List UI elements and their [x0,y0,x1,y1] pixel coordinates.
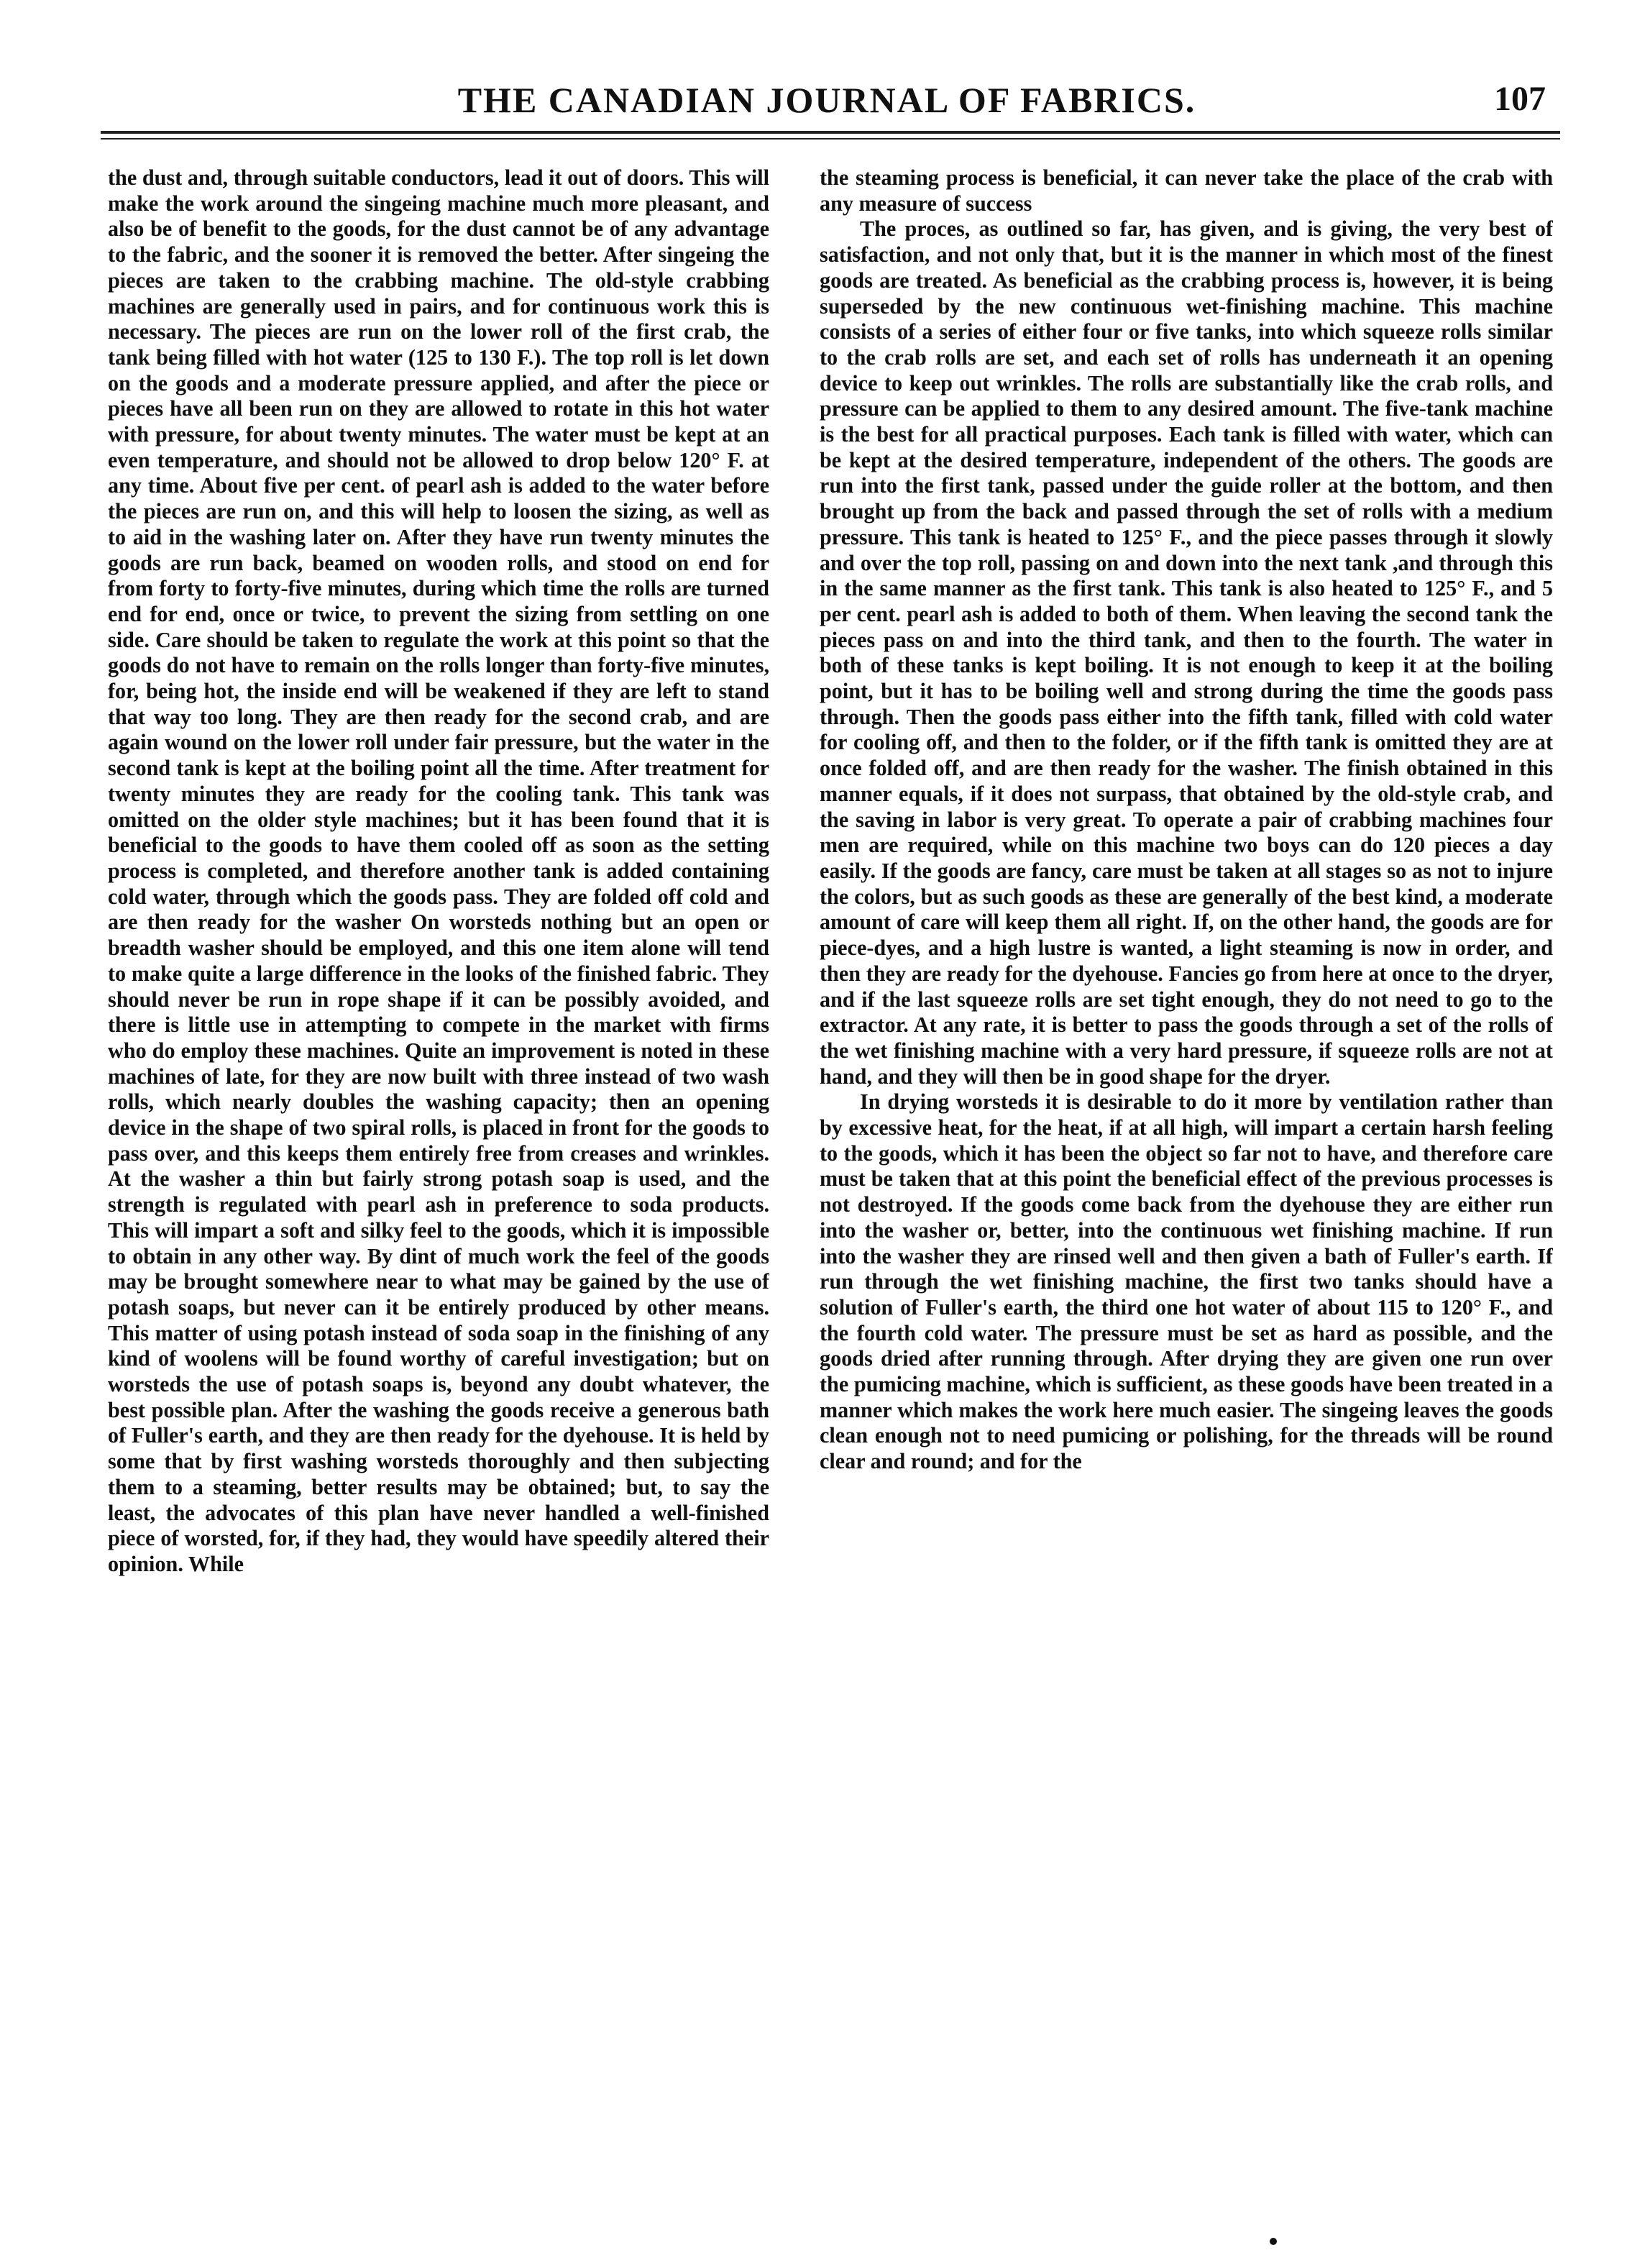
journal-title: THE CANADIAN JOURNAL OF FABRICS. [457,80,1196,120]
header-rule-thin [101,138,1560,140]
left-column [108,165,769,2222]
right-paragraph-3: In drying worsteds it is desirable to do it more by ventilation rather than by excessive heat, for the heat, if at all high, will impart a certain harsh feeling to the goods, which it has been the object so far not to have, and therefore care must be taken that at this point the beneficial effect of the previous processes is not destroyed. If the goods come back from the dyehouse they are either run into the washer or, better, into the continuous wet finishing machine. If run into the washer they are rinsed well and then given a bath of Fuller's earth. If run through the wet finishing machine, the first two tanks should have a solution of Fuller's earth, the third one hot water of about 115 to 120° F., and the fourth cold water. The pressure must be set as hard as possible, and the goods dried after running through. After drying they are given one run over the pumicing machine, which is sufficient, as these goods have been treated in a manner which makes the work here much easier. The singeing leaves the goods clean enough not to need pumicing or polishing, for the threads will be round clear and round; and for the [820,1089,1553,1474]
header-rule-thick [101,131,1560,134]
left-paragraph-1: the dust and, through suitable conductors, lead it out of doors. This will make the work around the singeing machine much more pleasant, and also be of benefit to the goods, for the dust cannot be of any advantage to the fabric, and the sooner it is removed the better. After singeing the pieces are taken to the crabbing machine. The old-style crabbing machines are generally used in pairs, and for continuous work this is necessary. The pieces are run on the lower roll of the first crab, the tank being filled with hot water (125 to 130 F.). The top roll is let down on the goods and a moderate pressure applied, and after the piece or pieces have all been run on they are allowed to rotate in this hot water with pressure, for about twenty minutes. The water must be kept at an even temperature, and should not be allowed to drop below 120° F. at any time. About five per cent. of pearl ash is added to the water before the pieces are run on, and this will help to loosen the sizing, as well as to aid in the washing later on. After they have run twenty minutes the goods are run back, beamed on wooden rolls, and stood on end for from forty to forty-five minutes, during which time the rolls are turned end for end, once or twice, to prevent the sizing from settling on one side. Care should be taken to regulate the work at this point so that the goods do not have to remain on the rolls longer than forty-five minutes, for, being hot, the inside end will be weakened if they are left to stand that way too long. They are then ready for the second crab, and are again wound on the lower roll under fair pressure, but the water in the second tank is kept at the boiling point all the time. After treatment for twenty minutes they are ready for the cooling tank. This tank was omitted on the older style machines; but it has been found that it is beneficial to the goods to have them cooled off as soon as the setting process is completed, and therefore another tank is added containing cold water, through which the goods pass. They are folded off cold and are then ready for the washer On worsteds nothing but an open or breadth washer should be employed, and this one item alone will tend to make quite a large difference in the looks of the finished fabric. They should never be run in rope shape if it can be possibly avoided, and there is little use in attempting to compete in the market with firms who do employ these machines. Quite an improvement is noted in these machines of late, for they are now built with three instead of two wash rolls, which nearly doubles the washing capacity; then an opening device in the shape of two spiral rolls, is placed in front for the goods to pass over, and this keeps them entirely free from creases and wrinkles. At the washer a thin but fairly strong potash soap is used, and the strength is regulated with pearl ash in preference to soda products. This will impart a soft and silky feel to the goods, which it is impossible to obtain in any other way. By dint of much work the feel of the goods may be brought somewhere near to what may be gained by the use of potash soaps, but never can it be entirely produced by other means. This matter of using potash instead of soda soap in the finishing of any kind of woolens will be found worthy of careful investigation; but on worsteds the use of potash soaps is, beyond any doubt whatever, the best possible plan. After the washing the goods receive a generous bath of Fuller's earth, and they are then ready for the dyehouse. It is held by some that by first washing worsteds thoroughly and then subjecting them to a steaming, better results may be obtained; but, to say the least, the advocates of this plan have never handled a well-finished piece of worsted, for, if they had, they would have speedily altered their opinion. While [108,165,769,1576]
right-paragraph-1: the steaming process is beneficial, it can never take the place of the crab with any measure of success [820,165,1553,216]
stray-ink-mark [1270,2238,1277,2245]
page-header [101,79,1553,122]
right-paragraph-2: The proces, as outlined so far, has given, and is giving, the very best of satisfaction, and not only that, but it is the manner in which most of the finest goods are treated. As beneficial as the crabbing process is, however, it is being superseded by the new continuous wet-finishing machine. This machine consists of a series of either four or five tanks, into which squeeze rolls similar to the crab rolls are set, and each set of rolls has underneath it an opening device to keep out wrinkles. The rolls are substantially like the crab rolls, and pressure can be applied to them to any desired amount. The five-tank machine is the best for all practical purposes. Each tank is filled with water, which can be kept at the desired temperature, independent of the others. The goods are run into the first tank, passed under the guide roller at the bottom, and then brought up from the back and passed through the set of rolls with a medium pressure. This tank is heated to 125° F., and the piece passes through it slowly and over the top roll, passing on and down into the next tank ,and through this in the same manner as the first tank. This tank is also heated to 125° F., and 5 per cent. pearl ash is added to both of them. When leaving the second tank the pieces pass on and into the third tank, and then to the fourth. The water in both of these tanks is kept boiling. It is not enough to keep it at the boiling point, but it has to be boiling well and strong during the time the goods pass through. Then the goods pass either into the fifth tank, filled with cold water for cooling off, and then to the folder, or if the fifth tank is omitted they are at once folded off, and are then ready for the washer. The finish obtained in this manner equals, if it does not surpass, that obtained by the old-style crab, and the saving in labor is very great. To operate a pair of crabbing machines four men are required, while on this machine two boys can do 120 pieces a day easily. If the goods are fancy, care must be taken at all stages so as not to injure the colors, but as such goods as these are generally of the best kind, a moderate amount of care will keep them all right. If, on the other hand, the goods are for piece-dyes, and a high lustre is wanted, a light steaming is now in order, and then they are ready for the dyehouse. Fancies go from here at once to the dryer, and if the last squeeze rolls are set tight enough, they do not need to go to the extractor. At any rate, it is better to pass the goods through a set of the rolls of the wet finishing machine with a very hard pressure, if squeeze rolls are not at hand, and they will then be in good shape for the dryer. [820,216,1553,1089]
page-number: 107 [1494,80,1546,118]
right-column [820,165,1553,2222]
